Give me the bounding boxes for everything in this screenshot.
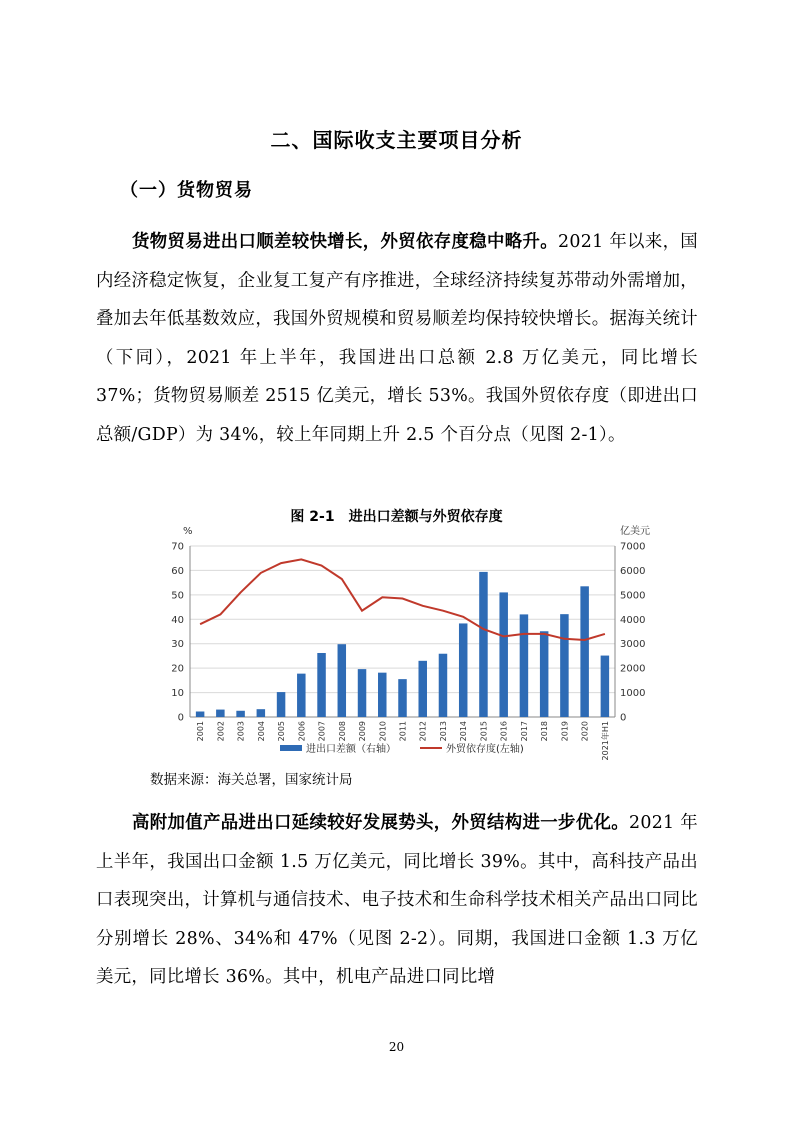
paragraph-goods-trade <box>96 223 698 454</box>
bar-2013 <box>439 654 448 717</box>
left-tick-label: 70 <box>171 541 184 553</box>
x-tick-label: 2006 <box>297 721 307 742</box>
paragraph-body: 2021 年上半年，我国出口金额 1.5 万亿美元，同比增长 39%。其中，高科技产品出口表现突出，计算机与通信技术、电子技术和生命科学技术相关产品出口同比分别增长 28%、34%和 47%（见图 2-2）。同期，我国进口金额 1.3 万亿美元，同比增长 36%。其中，机电产品进口同比增 <box>96 813 699 987</box>
right-tick-label: 3000 <box>620 639 646 651</box>
left-tick-label: 40 <box>171 614 184 626</box>
bar-2007 <box>317 653 326 717</box>
bar-2021年H1 <box>601 656 610 717</box>
right-tick-label: 6000 <box>620 565 646 577</box>
bar-series <box>196 572 609 717</box>
bar-2002 <box>216 710 225 717</box>
bar-2006 <box>297 674 306 717</box>
bar-2014 <box>459 623 468 717</box>
left-axis-ticks <box>171 542 184 724</box>
bar-2008 <box>338 644 347 717</box>
bar-2015 <box>479 572 488 717</box>
page-number: 20 <box>388 1040 405 1054</box>
x-tick-label: 2020 <box>580 721 590 742</box>
right-tick-label: 7000 <box>620 541 646 553</box>
x-axis-ticks <box>196 721 610 760</box>
trade-balance-chart <box>150 518 650 763</box>
x-tick-label: 2007 <box>317 721 327 742</box>
bar-2003 <box>236 711 245 717</box>
x-tick-label: 2019 <box>560 721 570 742</box>
paragraph-high-value-products <box>96 804 698 997</box>
bar-2005 <box>277 692 286 717</box>
x-tick-label: 2016 <box>499 721 509 742</box>
x-tick-label: 2017 <box>519 721 529 742</box>
legend-bar-label: 进出口差额（右轴） <box>306 744 396 755</box>
x-tick-label: 2010 <box>378 721 388 742</box>
right-tick-label: 0 <box>620 712 627 724</box>
left-tick-label: 50 <box>171 590 184 602</box>
bar-2001 <box>196 712 205 717</box>
section-title: 二、国际收支主要项目分析 <box>270 128 523 152</box>
left-tick-label: 30 <box>171 639 184 651</box>
bar-2012 <box>418 661 427 717</box>
right-tick-label: 2000 <box>620 663 646 675</box>
right-axis-unit: 亿美元 <box>620 526 650 537</box>
bar-2009 <box>358 669 367 717</box>
x-tick-label: 2008 <box>337 721 347 742</box>
paragraph-lead: 高附加值产品进出口延续较好发展势头，外贸结构进一步优化。 <box>132 813 629 833</box>
x-tick-label: 2002 <box>216 721 226 742</box>
bar-2016 <box>499 592 508 717</box>
bar-2010 <box>378 673 387 717</box>
x-tick-label: 2021年H1 <box>600 721 610 761</box>
left-tick-label: 20 <box>171 663 184 675</box>
x-tick-label: 2012 <box>418 721 428 742</box>
left-tick-label: 0 <box>177 712 184 724</box>
line-series <box>200 559 605 640</box>
legend-bar-swatch <box>280 745 302 751</box>
bar-2017 <box>520 614 529 717</box>
chart-legend <box>280 742 524 755</box>
x-tick-label: 2018 <box>540 721 550 742</box>
paragraph-body: 2021 年以来，国内经济稳定恢复，企业复工复产有序推进，全球经济持续复苏带动外需增加，叠加去年低基数效应，我国外贸规模和贸易顺差均保持较快增长。据海关统计（下同），2021 年上半年，我国进出口总额 2.8 万亿美元，同比增长 37%；货物贸易顺差 2515 亿美元，增长 53%。我国外贸依存度（即进出口总额/GDP）为 34%，较上年同期上升 2.5 个百分点（见图 2-1）。 <box>96 232 699 445</box>
right-tick-label: 1000 <box>620 688 646 700</box>
subsection-title: （一）货物贸易 <box>120 180 253 201</box>
figure-title: 图 2-1 进出口差额与外贸依存度 <box>290 509 503 525</box>
x-tick-label: 2009 <box>358 721 367 742</box>
legend-line-label: 外贸依存度(左轴) <box>446 744 524 755</box>
bar-2020 <box>580 586 589 717</box>
dependence-line <box>200 559 605 640</box>
x-tick-label: 2004 <box>256 721 266 742</box>
x-tick-label: 2011 <box>398 721 408 742</box>
left-tick-label: 60 <box>171 565 184 577</box>
source-note: 数据来源：海关总署，国家统计局 <box>150 772 353 788</box>
right-axis-ticks <box>620 542 645 724</box>
right-tick-label: 5000 <box>620 590 646 602</box>
x-tick-label: 2005 <box>277 721 287 742</box>
x-tick-label: 2014 <box>459 721 469 742</box>
bar-2004 <box>257 709 266 717</box>
left-axis-unit: % <box>183 526 193 537</box>
x-tick-label: 2013 <box>439 721 448 742</box>
paragraph-lead: 货物贸易进出口顺差较快增长，外贸依存度稳中略升。 <box>132 232 558 252</box>
bar-2011 <box>398 679 407 717</box>
right-tick-label: 4000 <box>620 614 646 626</box>
x-tick-label: 2001 <box>196 721 206 742</box>
x-tick-label: 2003 <box>236 721 246 742</box>
left-tick-label: 10 <box>171 688 184 700</box>
bar-2018 <box>540 631 549 717</box>
x-tick-label: 2015 <box>479 721 489 742</box>
bar-2019 <box>560 614 569 717</box>
